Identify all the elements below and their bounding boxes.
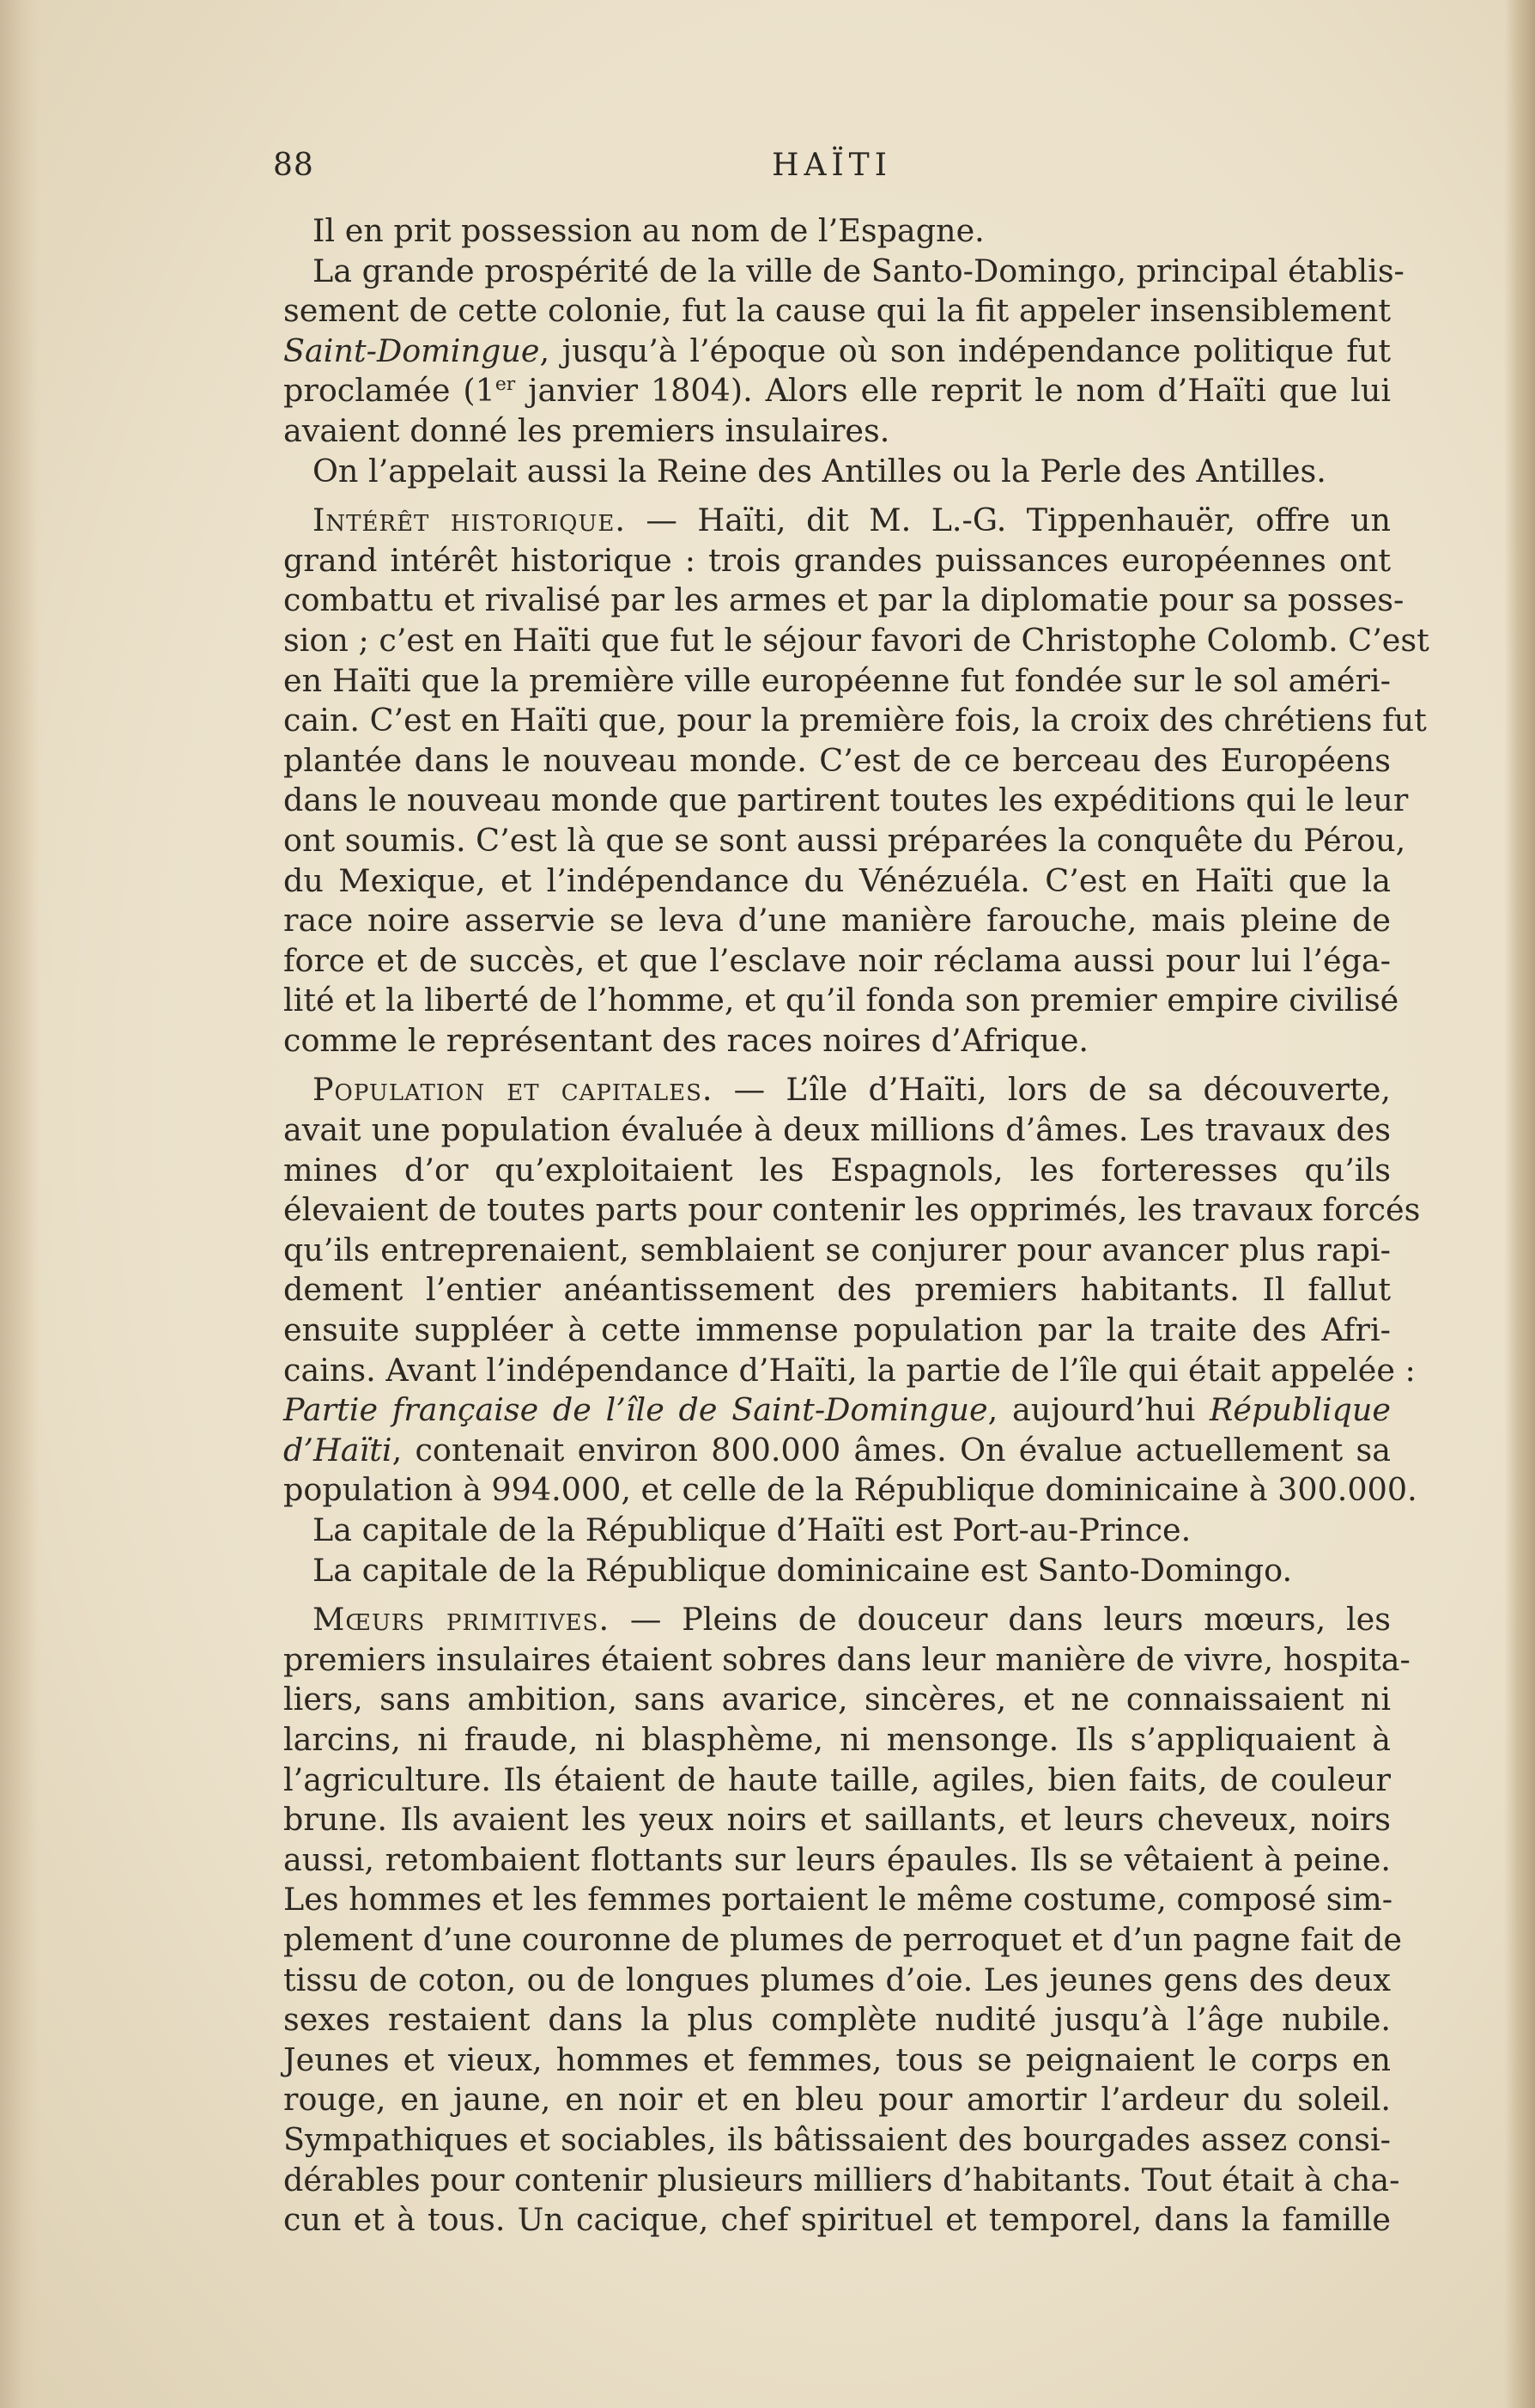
text-line-text: proclamée (1 <box>283 372 495 410</box>
text-line-text: sexes restaient dans la plus complète nudité jusqu’à l’âge nubile. <box>283 2001 1391 2039</box>
text-line-text: dérables pour contenir plusieurs milliers d’habitants. Tout était à cha- <box>283 2161 1400 2198</box>
text-line-text: tissu de coton, ou de longues plumes d’oie. Les jeunes gens des deux <box>283 1961 1391 1998</box>
text-line <box>283 1680 1391 1720</box>
text-line <box>283 2080 1391 2120</box>
text-line <box>283 371 1391 411</box>
text-line-text: qu’ils entreprenaient, semblaient se conjurer pour avancer plus rapi- <box>283 1231 1391 1268</box>
text-line-text: cun et à tous. Un cacique, chef spirituel et temporel, dans la famille <box>283 2201 1391 2239</box>
text-line-sup: er <box>494 374 516 396</box>
text-line-text: premiers insulaires étaient sobres dans leur manière de vivre, hospita- <box>283 1640 1411 1678</box>
text-line-text: dement l’entier anéantissement des premiers habitants. Il fallut <box>283 1271 1391 1309</box>
page-edge-right <box>1504 0 1535 2408</box>
text-line <box>283 1551 1391 1591</box>
text-line <box>283 981 1399 1021</box>
text-line-text: — L’île d’Haïti, lors de sa découverte, <box>713 1071 1391 1109</box>
text-line <box>283 1151 1391 1191</box>
text-line-text: , jusqu’à l’époque où son indépendance politique fut <box>539 331 1391 369</box>
text-line-text: Il en prit possession au nom de l’Espagne. <box>312 212 985 249</box>
text-line <box>283 781 1409 821</box>
text-line-text: du Mexique, et l’indépendance du Vénézuéla. C’est en Haïti que la <box>283 861 1391 899</box>
text-line <box>283 821 1406 861</box>
text-line <box>283 1021 1391 1061</box>
text-line <box>283 1600 1391 1640</box>
text-line <box>283 331 1391 372</box>
text-line-text: La grande prospérité de la ville de Santo-Domingo, principal établis- <box>312 252 1405 289</box>
text-line-text: aussi, retombaient flottants sur leurs épaules. Ils se vêtaient à peine. <box>283 1840 1391 1878</box>
text-line <box>283 1920 1403 1961</box>
text-line-text: avaient donné les premiers insulaires. <box>283 411 890 449</box>
text-line <box>283 211 1391 252</box>
text-line-text: ensuite suppléer à cette immense population par la traite des Afri- <box>283 1311 1391 1349</box>
text-line-text: cain. C’est en Haïti que, pour la première fois, la croix des chrétiens fut <box>283 702 1427 739</box>
text-line <box>283 1840 1391 1881</box>
text-line-text: dans le nouveau monde que partirent toutes les expéditions qui le leur <box>283 781 1409 819</box>
text-line-text: rouge, en jaune, en noir et en bleu pour amortir l’ardeur du soleil. <box>283 2081 1391 2119</box>
text-line-text: La capitale de la République d’Haïti est Port-au-Prince. <box>312 1511 1192 1548</box>
text-line <box>283 1190 1421 1231</box>
text-line <box>283 621 1429 661</box>
text-line-text: La capitale de la République dominicaine est Santo-Domingo. <box>312 1551 1293 1589</box>
text-line-text: cains. Avant l’indépendance d’Haïti, la partie de l’île qui était appelée : <box>283 1351 1416 1389</box>
text-line-text: mines d’or qu’exploitaient les Espagnols, les forteresses qu’ils <box>283 1151 1391 1189</box>
text-line-text: plement d’une couronne de plumes de perroquet et d’un pagne fait de <box>283 1920 1403 1958</box>
text-line <box>283 1470 1417 1511</box>
text-line-text: — Haïti, dit M. L.-G. Tippenhauër, offre un <box>625 502 1391 539</box>
text-line-text: avait une population évaluée à deux millions d’âmes. Les travaux des <box>283 1111 1391 1149</box>
text-line-text: population à 994.000, et celle de la République dominicaine à 300.000. <box>283 1471 1417 1509</box>
text-line-post: janvier 1804). Alors elle reprit le nom d’Haïti que lui <box>515 372 1391 410</box>
text-line-text: plantée dans le nouveau monde. C’est de ce berceau des Européens <box>283 741 1391 779</box>
text-line <box>283 1110 1391 1151</box>
text-line-text: élevaient de toutes parts pour contenir les opprimés, les travaux forcés <box>283 1191 1421 1229</box>
text-line-head: Intérêt historique. <box>312 502 626 539</box>
text-line-text: larcins, ni fraude, ni blasphème, ni mensonge. Ils s’appliquaient à <box>283 1720 1391 1758</box>
text-line <box>283 1760 1391 1801</box>
text-line <box>283 1640 1411 1681</box>
text-line <box>283 1070 1391 1110</box>
text-line-text: combattu et rivalisé par les armes et par la diplomatie pour sa posses- <box>283 581 1405 619</box>
text-line <box>283 861 1391 902</box>
text-line-text: l’agriculture. Ils étaient de haute taille, agiles, bien faits, de couleur <box>283 1760 1391 1798</box>
text-line-text: On l’appelait aussi la Reine des Antilles ou la Perle des Antilles. <box>312 452 1326 490</box>
text-line <box>283 452 1391 492</box>
text-line-italic: Partie française de l’île de Saint-Domingue <box>283 1391 988 1429</box>
text-line <box>283 1720 1391 1760</box>
text-line-text: race noire asservie se leva d’une manière farouche, mais pleine de <box>283 902 1391 939</box>
text-line <box>283 2200 1391 2241</box>
text-line-italic: Saint-Domingue <box>283 331 540 369</box>
text-line <box>283 2120 1391 2161</box>
text-line <box>283 941 1391 982</box>
text-line <box>283 661 1391 702</box>
text-line-text: grand intérêt historique : trois grandes puissances européennes ont <box>283 541 1391 579</box>
text-line <box>283 1511 1391 1551</box>
text-line-text: ont soumis. C’est là que se sont aussi préparées la conquête du Pérou, <box>283 821 1406 859</box>
text-line <box>283 1390 1391 1431</box>
text-line <box>283 581 1405 621</box>
text-line <box>283 1270 1391 1310</box>
text-line <box>283 2161 1400 2201</box>
text-line <box>283 1880 1391 1920</box>
text-line-text: force et de succès, et que l’esclave noir réclama aussi pour lui l’éga- <box>283 941 1391 979</box>
running-title: HAÏTI <box>772 148 892 183</box>
text-line-text: comme le représentant des races noires d’Afrique. <box>283 1021 1089 1059</box>
text-line <box>283 2040 1391 2081</box>
text-line-text: liers, sans ambition, sans avarice, sincères, et ne connaissaient ni <box>283 1681 1391 1718</box>
text-line <box>283 1431 1391 1471</box>
text-line-italic: d’Haïti <box>283 1431 392 1469</box>
text-line-text: brune. Ils avaient les yeux noirs et saillants, et leurs cheveux, noirs <box>283 1801 1391 1839</box>
body-text <box>283 211 1429 2241</box>
text-line <box>283 1961 1391 2001</box>
page-header <box>273 148 1391 191</box>
text-line-italic2: République <box>1209 1391 1392 1429</box>
text-line <box>283 411 1391 452</box>
page-edge-left <box>0 0 39 2408</box>
text-line <box>283 501 1391 541</box>
text-line-text: sement de cette colonie, fut la cause qui la fit appeler insensiblement <box>283 292 1391 330</box>
text-line-text: Jeunes et vieux, hommes et femmes, tous se peignaient le corps en <box>283 2040 1391 2078</box>
text-line-text: Les hommes et les femmes portaient le même costume, composé sim- <box>283 1881 1393 1918</box>
text-line <box>283 1800 1391 1840</box>
text-line <box>283 1231 1391 1271</box>
text-line-head: Mœurs primitives. <box>312 1601 610 1639</box>
text-line-text: — Pleins de douceur dans leurs mœurs, les <box>610 1601 1391 1639</box>
text-line-head: Population et capitales. <box>312 1071 713 1109</box>
text-line-text: , aujourd’hui <box>987 1391 1210 1429</box>
text-line <box>283 252 1405 292</box>
text-line <box>283 2000 1391 2040</box>
text-line <box>283 291 1391 331</box>
text-line <box>283 741 1391 781</box>
text-line-text: lité et la liberté de l’homme, et qu’il fonda son premier empire civilisé <box>283 982 1399 1019</box>
text-line-text: sion ; c’est en Haïti que fut le séjour favori de Christophe Colomb. C’est <box>283 621 1429 659</box>
text-line <box>283 901 1391 941</box>
text-line <box>283 1351 1416 1391</box>
text-line-text: Sympathiques et sociables, ils bâtissaient des bourgades assez consi- <box>283 2120 1391 2158</box>
text-line-text: , contenait environ 800.000 âmes. On évalue actuellement sa <box>391 1431 1391 1469</box>
text-line <box>283 541 1391 581</box>
text-line <box>283 1310 1391 1351</box>
text-line-text: en Haïti que la première ville européenne fut fondée sur le sol améri- <box>283 661 1391 699</box>
page-number: 88 <box>273 148 314 183</box>
text-line <box>283 701 1427 741</box>
